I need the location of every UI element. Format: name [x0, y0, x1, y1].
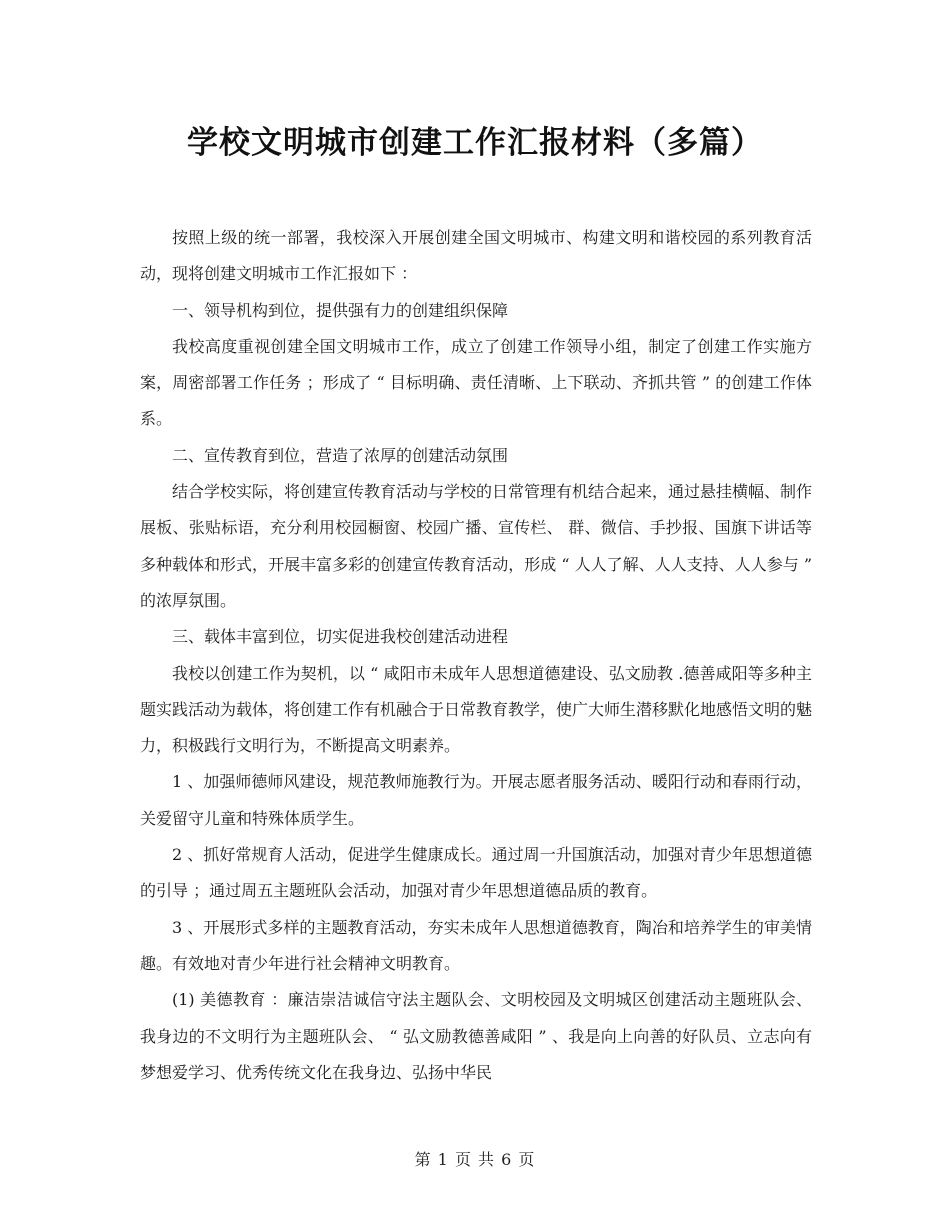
- body-paragraph: 结合学校实际，将创建宣传教育活动与学校的日常管理有机结合起来，通过悬挂横幅、制作展板、张贴标语，充分利用校园橱窗、校园广播、宣传栏、 群、微信、手抄报、国旗下讲话等多种载体和形式，开展丰富多彩的创建宣传教育活动，形成 “ 人人了解、人人支持、人人参与 ” 的浓厚氛围。: [140, 482, 813, 610]
- intro-paragraph: 按照上级的统一部署，我校深入开展创建全国文明城市、构建文明和谐校园的系列教育活动，现将创建文明城市工作汇报如下 ：: [140, 228, 812, 284]
- section-heading-1: 一、领导机构到位，提供强有力的创建组织保障: [172, 300, 509, 320]
- body-paragraph: 我校以创建工作为契机，以 “ 咸阳市未成年人思想道德建设、弘文励教 .德善咸阳等多种主题实践活动为载体，将创建工作有机融合于日常教育教学，使广大师生潜移默化地感悟文明的魅力，积极践行文明行为，不断提高文明素养。: [140, 663, 813, 756]
- document-title: 学校文明城市创建工作汇报材料（多篇）: [187, 124, 763, 161]
- list-item: (1) 美德教育 ：廉洁崇洁诚信守法主题队会、文明校园及文明城区创建活动主题班队会、我身边的不文明行为主题班队会、 “ 弘文励教德善咸阳 ” 、我是向上向善的好队员、立志向有梦想爱学习、优秀传统文化在我身边、弘扬中华民: [140, 990, 812, 1082]
- list-item: 3 、开展形式多样的主题教育活动，夯实未成年人思想道德教育，陶冶和培养学生的审美情趣。有效地对青少年进行社会精神文明教育。: [140, 917, 812, 973]
- list-item: 2 、抓好常规育人活动，促进学生健康成长。通过周一升国旗活动，加强对青少年思想道德的引导 ；通过周五主题班队会活动，加强对青少年思想道德品质的教育。: [140, 845, 812, 901]
- body-paragraph: 我校高度重视创建全国文明城市工作，成立了创建工作领导小组，制定了创建工作实施方案，周密部署工作任务 ；形成了 “ 目标明确、责任清晰、上下联动、齐抓共管 ” 的创建工作体系。: [140, 336, 812, 429]
- document-body: [140, 220, 812, 1091]
- section-heading-2: 二、宣传教育到位，营造了浓厚的创建活动氛围: [172, 445, 509, 465]
- section-heading-3: 三、载体丰富到位，切实促进我校创建活动进程: [172, 627, 509, 647]
- page-number-footer: 第 1 页 共 6 页: [414, 1150, 536, 1169]
- list-item: 1 、加强师德师风建设，规范教师施教行为。开展志愿者服务活动、暖阳行动和春雨行动，关爱留守儿童和特殊体质学生。: [140, 772, 812, 828]
